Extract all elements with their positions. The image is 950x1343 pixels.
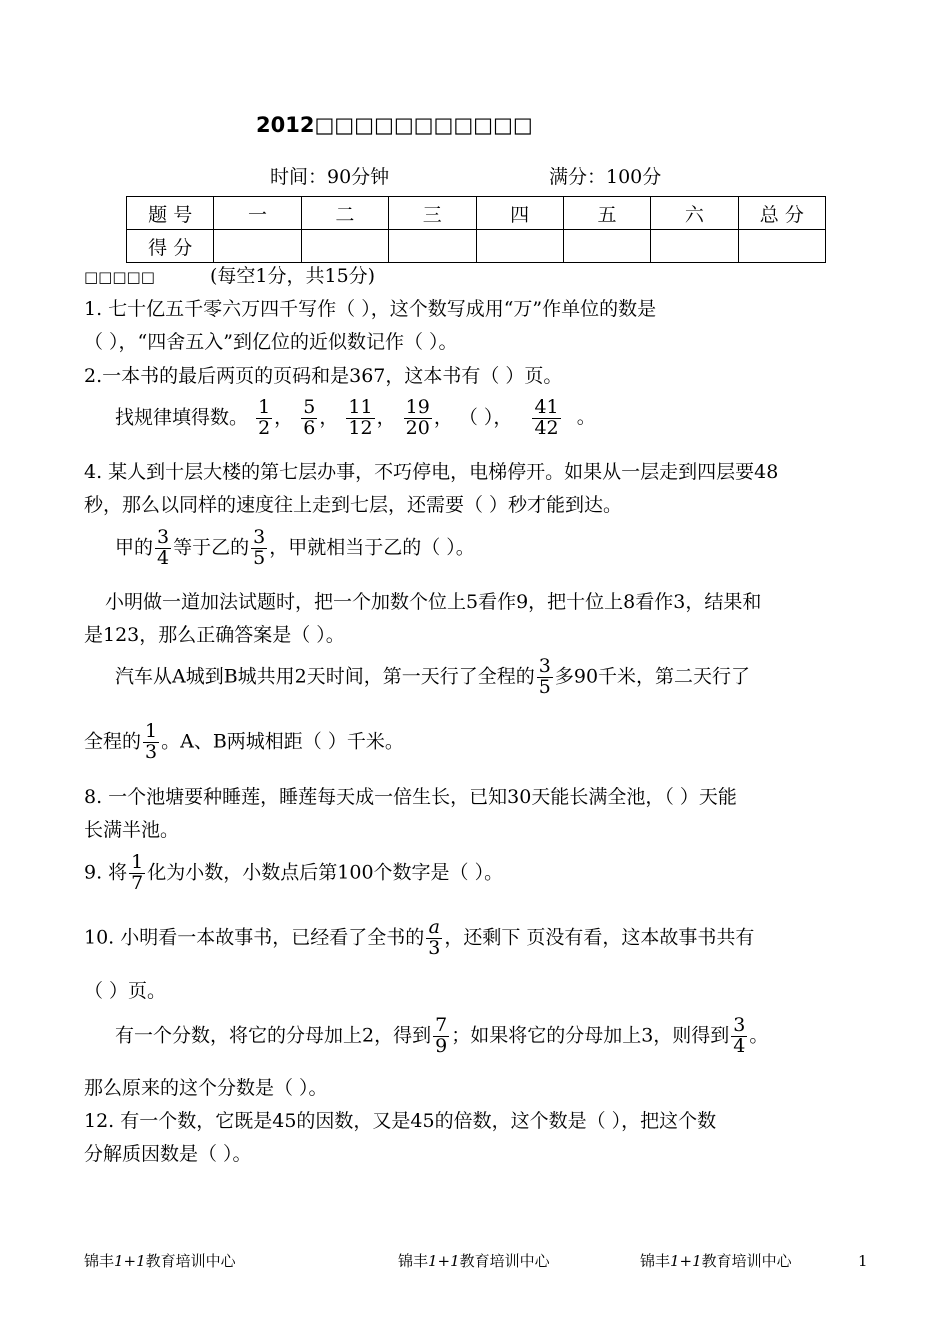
q11-line2: 那么原来的这个分数是（ ）。 — [84, 1077, 328, 1099]
q6-line1: 小明做一道加法试题时，把一个加数个位上5看作9，把十位上8看作3，结果和 — [105, 591, 762, 613]
fraction: $\frac{7}{9}$ — [435, 1014, 448, 1057]
score-table-header-row — [127, 197, 826, 230]
q4-line1: 4. 某人到十层大楼的第七层办事，不巧停电，电梯停开。如果从一层走到四层要48 — [84, 461, 779, 483]
q2-text: 2.一本书的最后两页的页码和是367，这本书有（ ）页。 — [84, 365, 563, 387]
score-table-cell: 一 — [214, 197, 301, 230]
q5-line: 甲的 $\frac{3}{4}$ 等于乙的 $\frac{3}{5}$ ，甲就相当于乙的（ ）。 — [115, 526, 475, 569]
q7-line2: 全程的 $\frac{1}{3}$ 。A、B两城相距（ ）千米。 — [84, 720, 404, 763]
score-input-cell[interactable] — [389, 230, 476, 263]
q3-lead: 找规律填得数。 — [115, 406, 249, 429]
fraction: $\frac{19}{20}$ — [405, 396, 430, 439]
footer-org: 锦丰1+1教育培训中心 — [398, 1252, 550, 1270]
score-input-cell[interactable] — [563, 230, 650, 263]
q3-blank: （ ）， — [458, 406, 513, 429]
fraction: $\frac{3}{4}$ — [157, 526, 170, 569]
score-table-cell: 五 — [563, 197, 650, 230]
score-table-cell: 二 — [301, 197, 388, 230]
full-score-label: 满分：100分 — [549, 166, 662, 188]
q7-line1: 汽车从A城到B城共用2天时间，第一天行了全程的 $\frac{3}{5}$ 多90千米，第二天行了 — [115, 655, 751, 698]
fraction: $\frac{a}{3}$ — [428, 916, 441, 959]
fraction: $\frac{41}{42}$ — [534, 396, 559, 439]
q1-line2: （ ），“四舍五入”到亿位的近似数记作（ ）。 — [84, 331, 458, 353]
q1-line1: 1. 七十亿五千零六万四千写作（ ），这个数写成用“万”作单位的数是 — [84, 298, 657, 320]
page-title: 2012□□□□□□□□□□□ — [256, 113, 533, 137]
fraction: $\frac{3}{4}$ — [733, 1014, 746, 1057]
score-input-cell[interactable] — [476, 230, 563, 263]
score-table-cell: 六 — [651, 197, 738, 230]
score-table-score-row — [127, 230, 826, 263]
q8-line1: 8. 一个池塘要种睡莲，睡莲每天成一倍生长，已知30天能长满全池，（ ）天能 — [84, 786, 737, 808]
fraction: $\frac{3}{5}$ — [253, 526, 266, 569]
q11-line1: 有一个分数，将它的分母加上2，得到 $\frac{7}{9}$ ；如果将它的分母加上3，则得到 $\frac{3}{4}$ 。 — [115, 1014, 769, 1057]
score-table-cell: 四 — [476, 197, 563, 230]
score-table-cell: 三 — [389, 197, 476, 230]
fraction: $\frac{3}{5}$ — [538, 655, 551, 698]
score-input-cell[interactable] — [301, 230, 388, 263]
section-heading: □□□□□ — [84, 268, 155, 286]
q6-line2: 是123，那么正确答案是（ ）。 — [84, 624, 345, 646]
q9-line: 9. 将 $\frac{1}{7}$ 化为小数，小数点后第100个数字是（ ）。 — [84, 851, 504, 894]
section-note: (每空1分，共15分) — [210, 265, 376, 287]
q12-line1: 12. 有一个数，它既是45的因数，又是45的倍数，这个数是（ ），把这个数 — [84, 1110, 717, 1132]
q12-line2: 分解质因数是（ ）。 — [84, 1143, 252, 1165]
score-table-cell: 题 号 — [127, 197, 214, 230]
score-table-cell: 总 分 — [738, 197, 825, 230]
fraction: $\frac{1}{3}$ — [145, 720, 158, 763]
q8-line2: 长满半池。 — [84, 819, 180, 841]
q10-line2: （ ）页。 — [84, 980, 167, 1002]
fraction: $\frac{1}{2}$ — [258, 396, 271, 439]
q3-line: 找规律填得数。 $\frac{1}{2}$ ， $\frac{5}{6}$ ， $\frac{11}{12}$ ， $\frac{19}{20}$ ， （ ）， $\frac{41}{42}$ 。 — [115, 396, 596, 439]
score-input-cell[interactable] — [651, 230, 738, 263]
score-input-cell[interactable] — [214, 230, 301, 263]
score-input-cell[interactable] — [738, 230, 825, 263]
fraction: $\frac{1}{7}$ — [131, 851, 144, 894]
footer-org: 锦丰1+1教育培训中心 — [640, 1252, 792, 1270]
time-label: 时间：90分钟 — [270, 166, 390, 188]
score-row-label: 得 分 — [127, 230, 214, 263]
fraction: $\frac{11}{12}$ — [348, 396, 373, 439]
q10-line1: 10. 小明看一本故事书，已经看了全书的 $\frac{a}{3}$ ，还剩下 页没有看，这本故事书共有 — [84, 916, 755, 959]
page-number: 1 — [858, 1252, 868, 1270]
q4-line2: 秒，那么以同样的速度往上走到七层，还需要（ ）秒才能到达。 — [84, 494, 623, 516]
score-table — [126, 196, 826, 263]
footer-org: 锦丰1+1教育培训中心 — [84, 1252, 236, 1270]
fraction: $\frac{5}{6}$ — [303, 396, 316, 439]
